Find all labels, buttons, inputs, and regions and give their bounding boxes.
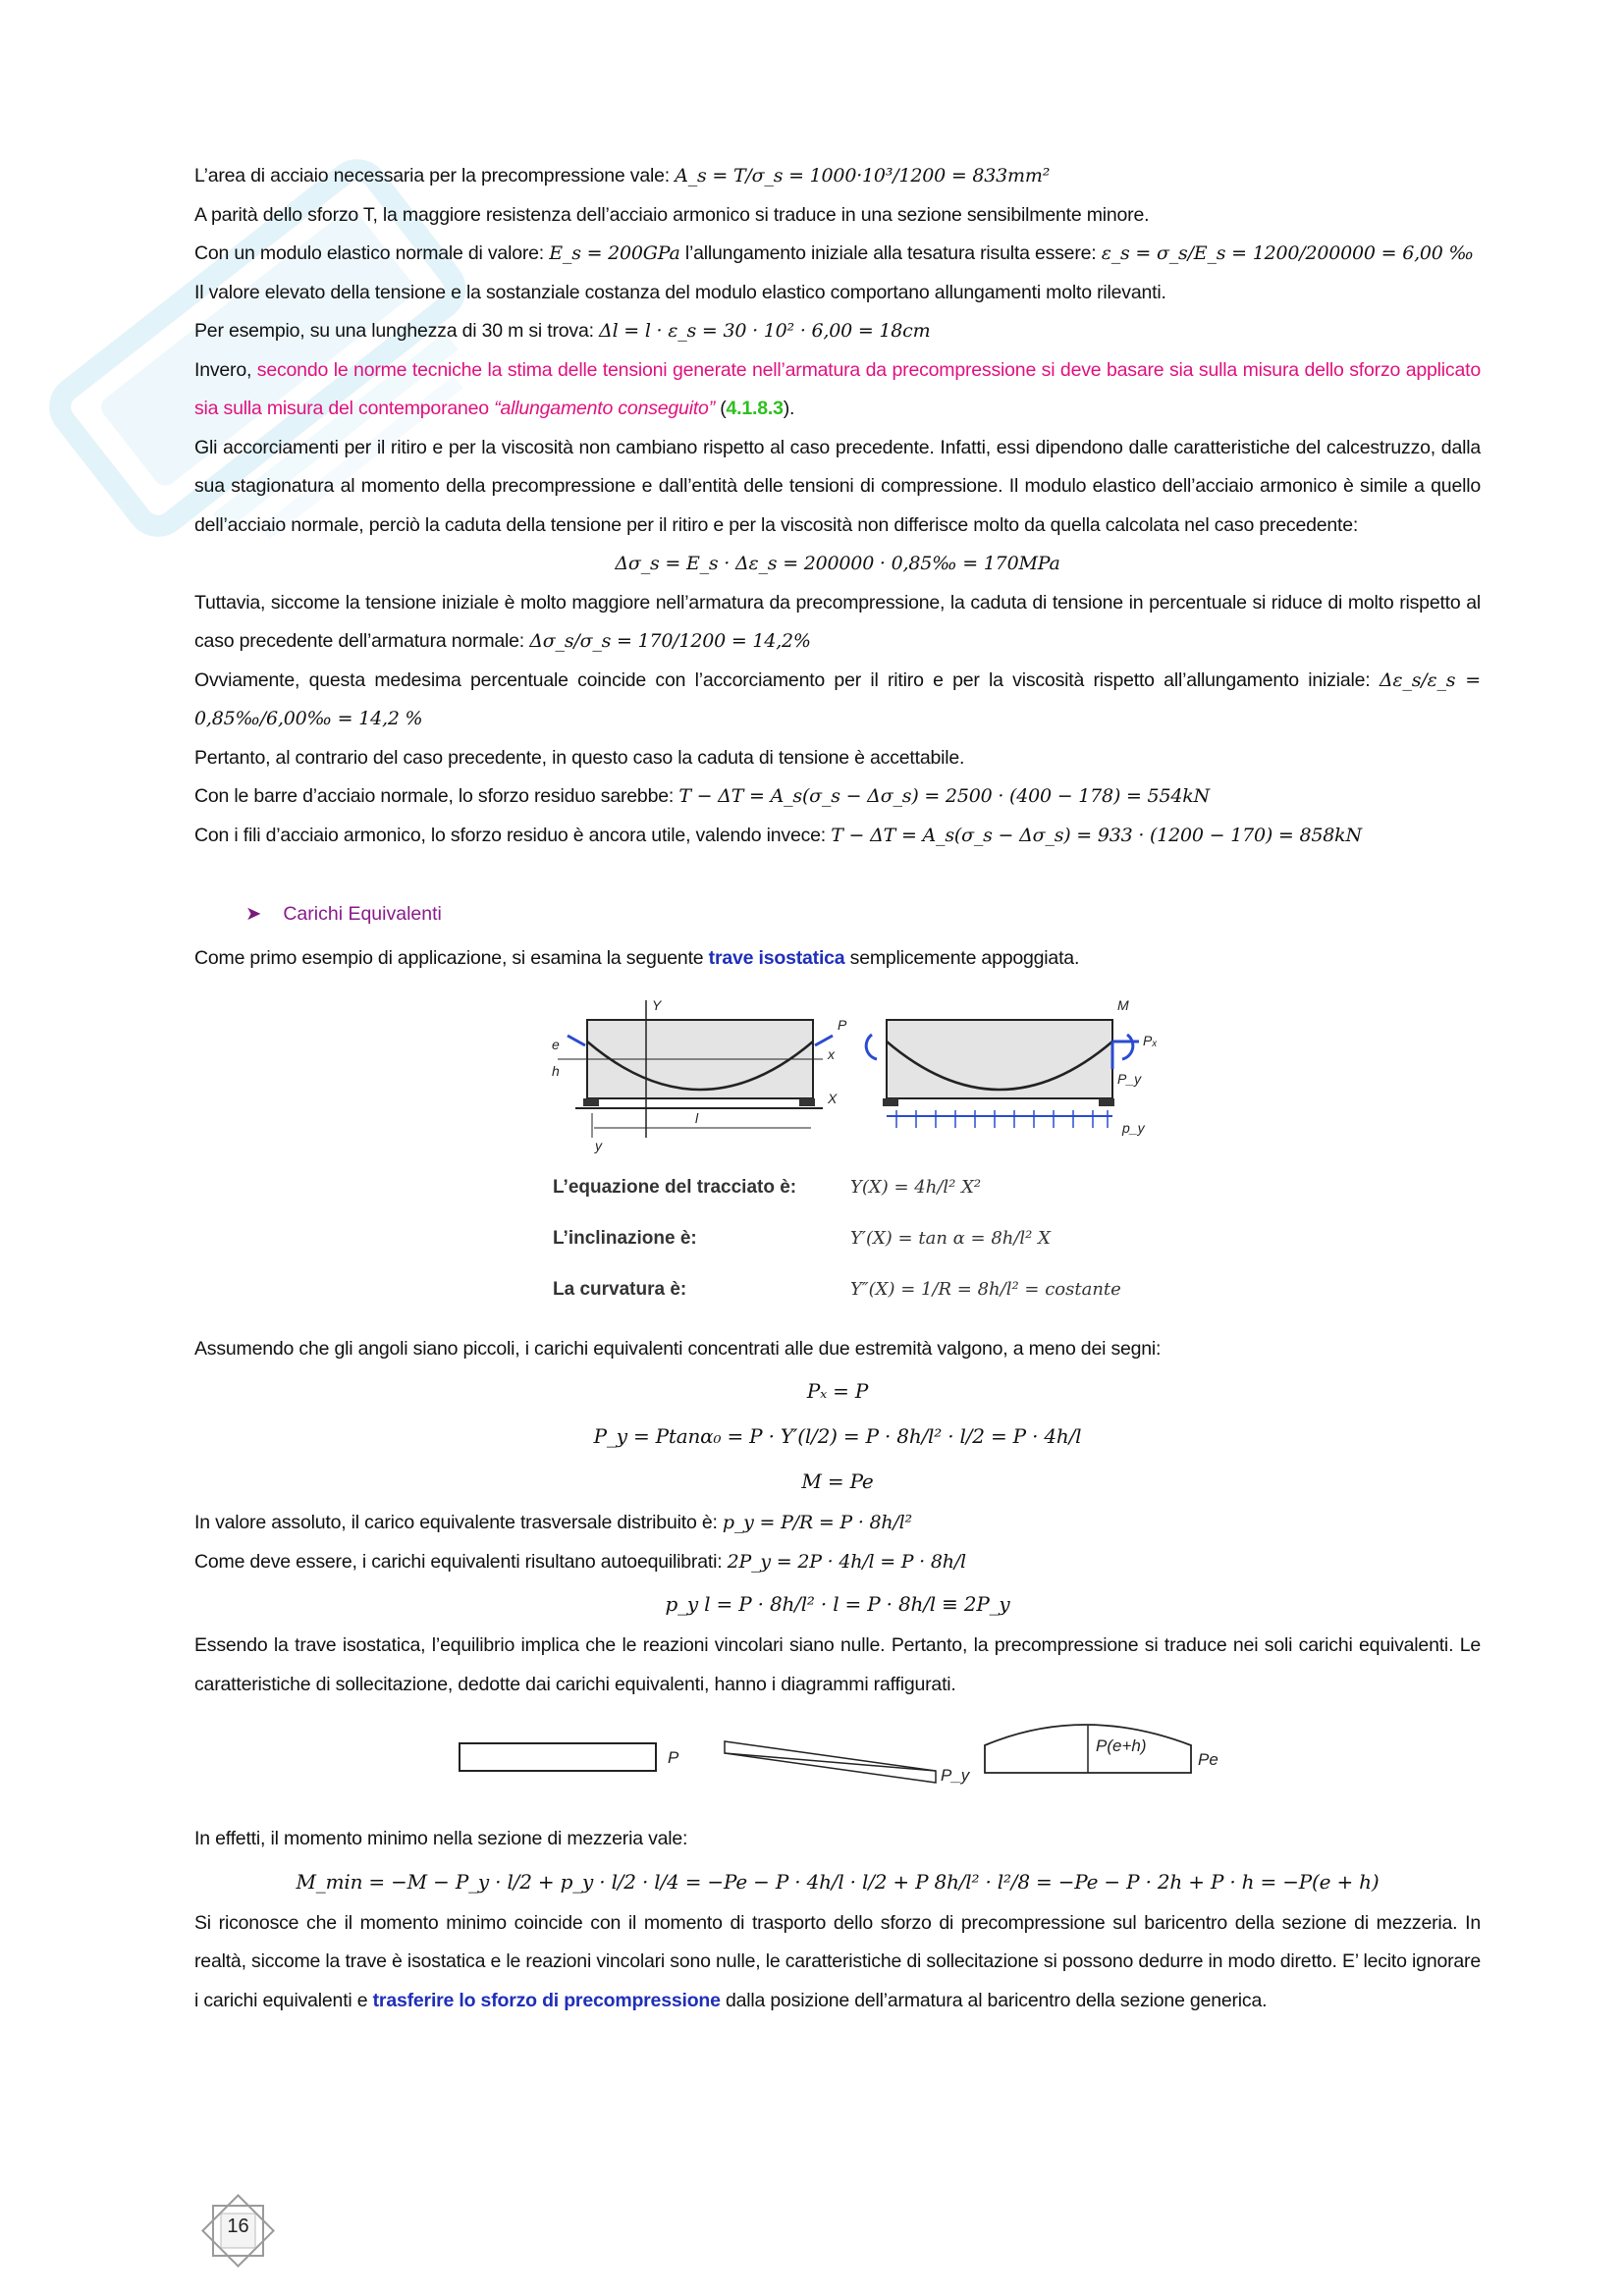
paragraph: Essendo la trave isostatica, l’equilibrio implica che le reazioni vincolari siano nulle. Pertanto, la precompressione si traduce nei soli carichi equivalenti. Le caratteristiche di sollecitazione, dedotte dai carichi equivalenti, hanno i diagrammi raffigurati.: [194, 1634, 1481, 1695]
equation-block: [194, 1859, 1481, 1904]
paragraph: A parità dello sforzo T, la maggiore resistenza dell’acciaio armonico si traduce in una sezione sensibilmente minore.: [194, 203, 1150, 226]
label-P: P: [838, 1016, 847, 1033]
label-Px: Pₓ: [1143, 1032, 1158, 1048]
label-X: X: [828, 1090, 838, 1106]
paragraph: Con un modulo elastico normale di valore: E_s = 200GPa l’allungamento iniziale alla tesatura risulta essere: ε_s = σ_s/E_s = 1200/200000 = 6,00 ‰: [194, 242, 1474, 264]
equation: P_y = Ptanα₀ = P · Y′(l/2) = P · 8h/l² · l/2 = P · 4h/l: [593, 1424, 1082, 1448]
paragraph: Con le barre d’acciaio normale, lo sforzo residuo sarebbe: T − ΔT = A_s(σ_s − Δσ_s) = 2500 · (400 − 178) = 554kN: [194, 785, 1210, 807]
paragraph: Il valore elevato della tensione e la sostanziale costanza del modulo elastico comportano allungamenti molto rilevanti.: [194, 281, 1166, 303]
distributed-load-arrows: [896, 1110, 1108, 1128]
label-h: h: [552, 1062, 560, 1079]
label-x: x: [828, 1045, 835, 1062]
paragraph: Gli accorciamenti per il ritiro e per la viscosità non cambiano rispetto al caso precedente. Infatti, essi dipendono dalle caratteristiche del calcestruzzo, dalla sua stagionatura al momento della precompressione e dall’entità delle tensioni di compressione. Il modulo elastico dell’acciaio armonico è simile a quello dell’acciaio normale, perciò la caduta della tensione per il ritiro e per la viscosità non differisce molto da quella calcolata nel caso precedente:: [194, 436, 1481, 536]
paragraph: Si riconosce che il momento minimo coincide con il momento di trasporto dello sforzo di precompressione sul baricentro della sezione di mezzeria. In realtà, siccome la trave è isostatica e le reazioni vincolari sono nulle, le caratteristiche di sollecitazione si possono dedurre in modo diretto. E’ lecito ignorare i carichi equivalenti e trasferire lo sforzo di precompressione dalla posizione dell’armatura al baricentro della sezione generica.: [194, 1911, 1481, 2011]
label-l: l: [695, 1109, 699, 1126]
paragraph: Assumendo che gli angoli siano piccoli, i carichi equivalenti concentrati alle due estremità valgono, a meno dei segni:: [194, 1337, 1162, 1360]
paragraph: Ovviamente, questa medesima percentuale coincide con l’accorciamento per il ritiro e per la viscosità rispetto all’allungamento iniziale: Δε_s/ε_s = 0,85‰/6,00‰ = 14,2 %: [194, 668, 1481, 729]
arrow-bullet-icon: ➤: [245, 903, 262, 925]
beam-right: [887, 1020, 1112, 1098]
equation: M = Pe: [801, 1469, 874, 1493]
paragraph: Come primo esempio di applicazione, si esamina la seguente trave isostatica semplicemente appoggiata.: [194, 947, 1080, 969]
page-number-badge: [201, 2194, 275, 2268]
beam-diagram: [194, 990, 1481, 1285]
label-Pe: Pe: [1198, 1750, 1218, 1769]
paragraph: Tuttavia, siccome la tensione iniziale è molto maggiore nell’armatura da precompressione, la caduta di tensione in percentuale si riduce di molto rispetto al caso precedente dell’armatura normale: Δσ_s/σ_s = 170/1200 = 14,2%: [194, 591, 1481, 652]
document-page: [194, 157, 1481, 2020]
label-P: P: [668, 1748, 679, 1767]
paragraph: Pertanto, al contrario del caso precedente, in questo caso la caduta di tensione è accettabile.: [194, 746, 965, 769]
label-Py: P_y: [1117, 1070, 1142, 1087]
page-number: 16: [227, 2216, 249, 2237]
label-M: M: [1117, 996, 1129, 1013]
highlight-term: trasferire lo sforzo di precompressione: [372, 1989, 721, 2011]
math-area: A_s = T/σ_s = 1000·10³/1200 = 833mm²: [675, 165, 1051, 187]
label-Y: Y: [652, 996, 662, 1013]
label-Peh: P(e+h): [1096, 1736, 1147, 1755]
stress-diagrams: [194, 1714, 1481, 1812]
equation-block: [194, 1368, 1481, 1504]
label-e: e: [552, 1036, 560, 1052]
label-Py: P_y: [941, 1766, 970, 1785]
label-y: y: [595, 1137, 602, 1153]
paragraph: Con i fili d’acciaio armonico, lo sforzo residuo è ancora utile, valendo invece: T − ΔT = A_s(σ_s − Δσ_s) = 933 · (1200 − 170) = 858kN: [194, 824, 1362, 846]
paragraph: Come deve essere, i carichi equivalenti risultano autoequilibrati: 2P_y = 2P · 4h/l = P · 8h/l: [194, 1550, 966, 1573]
paragraph: L’area di acciaio necessaria per la precompressione vale: A_s = T/σ_s = 1000·10³/1200 = 833mm²: [194, 165, 1051, 187]
highlight-term: trave isostatica: [708, 947, 845, 969]
equation: M_min = −M − P_y · l/2 + p_y · l/2 · l/4 = −Pe − P · 4h/l · l/2 + P 8h/l² · l²/8 = −Pe − P · 2h + P · h = −P(e + h): [296, 1869, 1380, 1894]
norm-section-ref: 4.1.8.3: [726, 398, 784, 419]
equation: Δσ_s = E_s · Δε_s = 200000 · 0,85‰ = 170MPa: [615, 553, 1060, 574]
equation-block: [194, 1581, 1481, 1627]
equation: Pₓ = P: [806, 1379, 869, 1403]
section-heading: ➤ Carichi Equivalenti: [245, 903, 442, 925]
equation: p_y l = P · 8h/l² · l = P · 8h/l ≡ 2P_y: [665, 1592, 1010, 1616]
paragraph: In effetti, il momento minimo nella sezione di mezzeria vale:: [194, 1828, 688, 1849]
label-py: p_y: [1122, 1119, 1145, 1136]
paragraph: Per esempio, su una lunghezza di 30 m si trova: Δl = l · ε_s = 30 · 10² · 6,00 = 18cm: [194, 320, 931, 342]
beam-figure: Y P x e h X y l M Pₓ P_y p_y L’equazione del tracciato è: Y(X) = 4h/l² X² L’inclinazione è: Y′(X) = tan α = 8h/l² X La curvatura è: Y″(X) = 1/R = 8h/l² = costante: [194, 990, 1481, 1285]
axial-force-diagram: [460, 1743, 656, 1771]
norm-reference-text: secondo le norme tecniche la stima delle tensioni generate nell’armatura da precompressione si deve basare sia sulla misura dello sforzo applicato sia sulla misura del contemporaneo: [194, 358, 1481, 419]
paragraph: Invero, secondo le norme tecniche la stima delle tensioni generate nell’armatura da precompressione si deve basare sia sulla misura dello sforzo applicato sia sulla misura del contemporaneo “allungamento conseguito” (4.1.8.3).: [194, 358, 1481, 419]
paragraph: In valore assoluto, il carico equivalente trasversale distribuito è: p_y = P/R = P · 8h/l²: [194, 1512, 912, 1533]
